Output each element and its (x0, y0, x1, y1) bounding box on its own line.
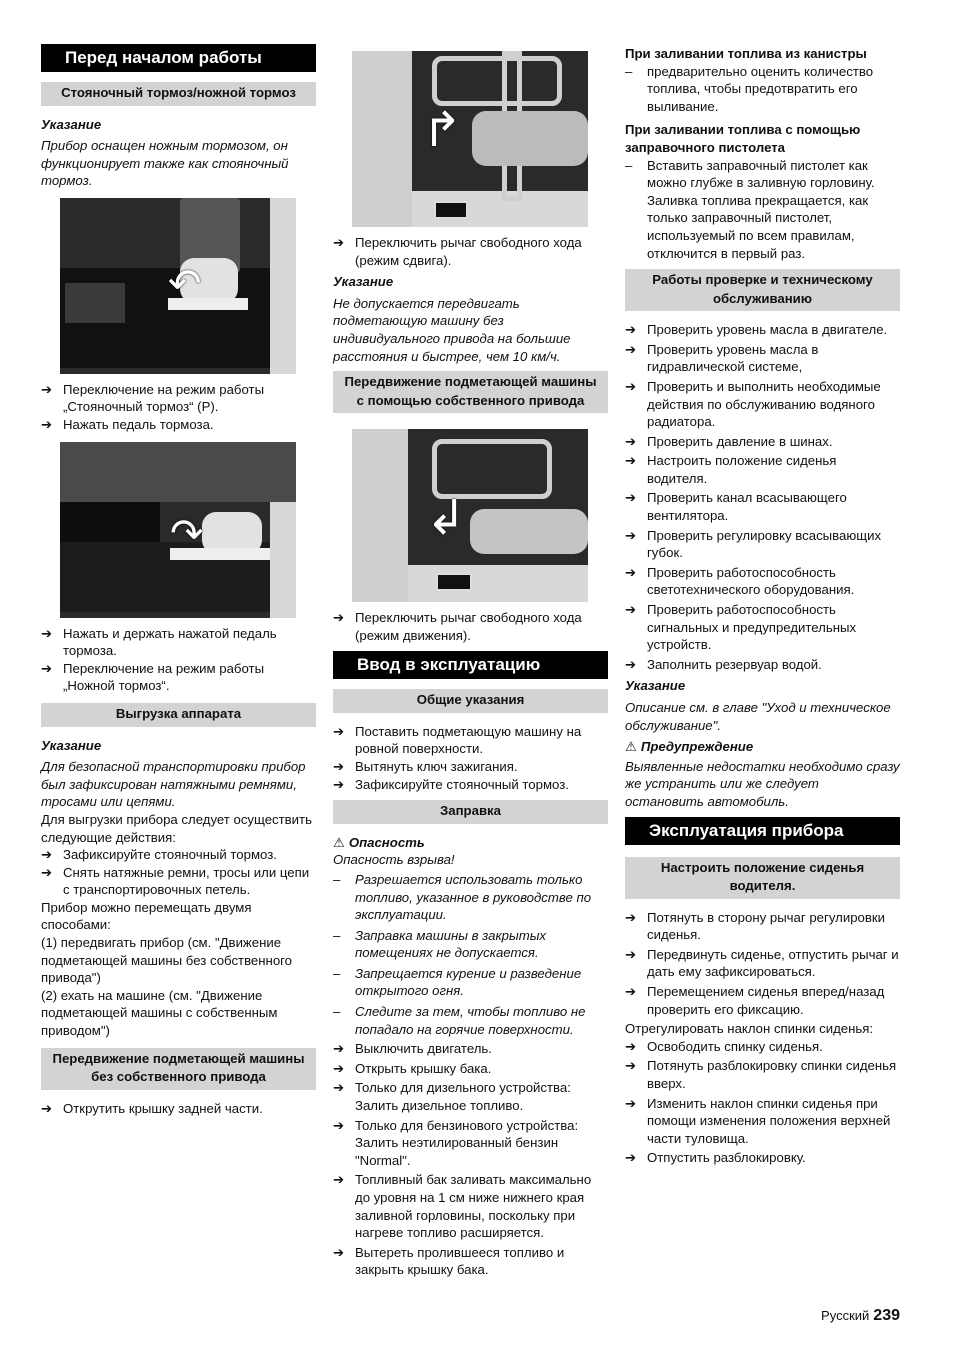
list-item: ➔ Переключение на режим работы „Ножной тормоз“. (41, 660, 265, 694)
list-item: – Разрешается использовать только топливо, указанное в руководстве по эксплуатации. (333, 871, 592, 923)
list-item: ➔ Только для бензинового устройства: Залить неэтилированный бензин "Normal". (333, 1117, 579, 1168)
arrow-icon: ➔ (625, 1058, 637, 1074)
column-1 (41, 44, 316, 1117)
arrow-icon: ➔ (625, 946, 637, 962)
check-steps (625, 321, 900, 673)
arrow-icon: ➔ (625, 909, 637, 925)
lever-steps-1 (333, 234, 608, 269)
list-item: ➔ Проверить уровень масла в гидравлической системе, (625, 341, 819, 375)
arrow-icon: ➔ (41, 660, 53, 676)
page-footer (821, 1307, 900, 1325)
arrow-icon: ➔ (625, 490, 637, 506)
photo-freewheel-lever-1 (352, 51, 588, 227)
list-item: ➔ Потянуть разблокировку спинки сиденья вверх. (625, 1058, 897, 1091)
arrow-icon: ➔ (333, 1172, 345, 1188)
list-item: – Следите за тем, чтобы топливо не попадало на горячие поверхности. (333, 1004, 586, 1037)
list-item: ➔ Отпустить разблокировку. (625, 1150, 806, 1166)
list-item: – предварительно оценить количество топлива, чтобы предотвратить его выливание. (625, 63, 874, 114)
list-item: ➔ Нажать и держать нажатой педаль тормоза. (41, 625, 277, 659)
danger-text: Опасность взрыва! (333, 852, 455, 868)
dash-icon: – (333, 871, 341, 887)
list-item: ➔ Проверить регулировку всасывающих губок. (625, 527, 882, 561)
list-item: ➔ Снять натяжные ремни, тросы или цепи с транспортировочных петель. (41, 864, 310, 898)
list-item: ➔ Поставить подметающую машину на ровной поверхности. (333, 723, 582, 757)
subheading-move-without-drive: Передвижение подметающей машины без собственного привода (41, 1048, 316, 1090)
dash-icon: – (333, 1004, 341, 1020)
list-item: ➔ Проверить уровень масла в двигателе. (625, 322, 888, 338)
list-item: ➔ Проверить работоспособность сигнальных и предупредительных устройств. (625, 602, 857, 653)
list-item: ➔ Зафиксируйте стояночный тормоз. (333, 776, 569, 792)
dash-icon: – (333, 927, 341, 943)
list-item: ➔ Открутить крышку задней части. (41, 1100, 263, 1116)
canister-items (625, 63, 900, 116)
list-item: ➔ Выключить двигатель. (333, 1041, 492, 1057)
arrow-icon: ➔ (625, 322, 637, 338)
arrow-icon: ➔ (333, 1041, 345, 1057)
note-label: Указание (41, 116, 102, 132)
unload-intro: Для выгрузки прибора следует осуществить следующие действия: (41, 811, 312, 845)
arrow-icon: ➔ (41, 864, 53, 880)
arrow-icon: ➔ (625, 1150, 637, 1166)
list-item: ➔ Проверить и выполнить необходимые действия по обслуживанию водяного радиатора. (625, 378, 881, 430)
list-item: ➔ Проверить давление в шинах. (625, 433, 833, 449)
arrow-icon: ➔ (41, 417, 53, 433)
label-sticker (436, 573, 472, 591)
arrow-icon: ➔ (625, 1095, 637, 1111)
warning-label: Предупреждение (640, 739, 754, 755)
canister-title: При заливании топлива из канистры (625, 46, 867, 61)
note-text-move: Не допускается передвигать подметающую машину без индивидуального привода на большие расстояния и быстрее, чем 10 км/ч. (333, 295, 571, 364)
page-number: 239 (873, 1307, 900, 1324)
arrow-icon: ➔ (333, 759, 345, 775)
arrow-icon: ➔ (625, 1038, 637, 1054)
list-item: ➔ Переключить рычаг свободного хода (режим движения). (333, 610, 582, 643)
arrow-icon: ➔ (625, 433, 637, 449)
subheading-refuel: Заправка (333, 800, 608, 824)
danger-label: Опасность (348, 834, 425, 850)
arrow-icon: ➔ (625, 602, 637, 618)
photo-freewheel-lever-2 (352, 429, 588, 602)
note-text-check: Описание см. в главе "Уход и техническое обслуживание". (625, 700, 891, 733)
label-sticker (434, 201, 468, 219)
subheading-parking-brake: Стояночный тормоз/ножной тормоз (41, 82, 316, 106)
nodrive-steps (41, 1100, 316, 1118)
warning-icon: ⚠ (625, 739, 637, 755)
list-item: ➔ Топливный бак заливать максимально до уровня на 1 см ниже нижнего края заливной горловины, поскольку при нагреве топливо расширяется. (333, 1172, 592, 1241)
arrow-icon: ➔ (625, 341, 637, 357)
list-item: ➔ Вытянуть ключ зажигания. (333, 759, 518, 775)
list-item: ➔ Открыть крышку бака. (333, 1060, 492, 1076)
arrow-icon: ➔ (625, 378, 637, 394)
arrow-icon: ➔ (625, 453, 637, 469)
column-2 (333, 44, 608, 1279)
note-text-unload: Для безопасной транспортировки прибор был зафиксирован натяжными ремнями, тросами или цепями. (41, 759, 306, 810)
lever-arrow-icon: ↱ (422, 104, 463, 157)
dash-icon: – (333, 965, 341, 981)
back-steps (625, 1038, 900, 1167)
list-item: ➔ Проверить канал всасывающего вентилятора. (625, 490, 847, 524)
seat-steps (625, 909, 900, 1019)
subheading-move-with-drive: Передвижение подметающей машины с помощью собственного привода (333, 371, 608, 413)
fuel-gun-items (625, 157, 900, 263)
list-item: ➔ Потянуть в сторону рычаг регулировки сиденья. (625, 909, 885, 943)
list-item: ➔ Изменить наклон спинки сиденья при помощи изменения положения верхней части туловища. (625, 1095, 891, 1146)
arrow-icon: ➔ (333, 1080, 345, 1096)
danger-items (333, 871, 608, 1038)
list-item: – Запрещается курение и разведение открытого огня. (333, 965, 582, 999)
list-item: ➔ Переключить рычаг свободного хода (режим сдвига). (333, 235, 582, 268)
brake-steps-2 (41, 625, 316, 695)
section-heading-operation: Эксплуатация прибора (625, 817, 900, 845)
note-text-brake: Прибор оснащен ножным тормозом, он функционирует также как стояночный тормоз. (41, 138, 289, 189)
list-item: ➔ Проверить работоспособность светотехнического оборудования. (625, 564, 855, 598)
footer-language: Русский (821, 1308, 870, 1323)
section-heading-commissioning: Ввод в эксплуатацию (333, 651, 608, 679)
list-item: ➔ Передвинуть сиденье, отпустить рычаг и дать ему зафиксироваться. (625, 946, 899, 980)
turn-arrow-icon: ↷ (170, 511, 204, 556)
dash-icon: – (625, 63, 633, 79)
list-item: ➔ Нажать педаль тормоза. (41, 417, 214, 433)
arrow-icon: ➔ (333, 1060, 345, 1076)
arrow-icon: ➔ (333, 1244, 345, 1260)
unload-text: Прибор можно перемещать двумя способами: (41, 899, 252, 933)
list-item: ➔ Только для дизельного устройства: Залить дизельное топливо. (333, 1080, 571, 1114)
list-item: – Заправка машины в закрытых помещениях не допускается. (333, 927, 547, 961)
list-item: ➔ Переключение на режим работы „Стояночный тормоз“ (Р). (41, 381, 265, 415)
arrow-icon: ➔ (41, 625, 53, 641)
section-heading-start: Перед началом работы (41, 44, 316, 72)
unload-text: (2) ехать на машине (см. "Движение подметающей машины с собственным приводом") (41, 987, 278, 1039)
subheading-unload: Выгрузка аппарата (41, 703, 316, 727)
list-item: ➔ Вытереть пролившееся топливо и закрыть крышку бака. (333, 1244, 565, 1278)
lever-steps-2 (333, 609, 608, 644)
refuel-steps (333, 1040, 608, 1279)
unload-text: (1) передвигать прибор (см. "Движение подметающей машины без собственного привода") (41, 935, 293, 986)
unload-steps (41, 846, 316, 899)
seat-intro: Отрегулировать наклон спинки сиденья: (625, 1021, 874, 1037)
arrow-icon: ➔ (333, 723, 345, 739)
warning-text: Выявленные недостатки необходимо сразу же устранить или же следует остановить автомобиль. (625, 758, 900, 809)
column-3 (625, 44, 900, 1167)
subheading-general: Общие указания (333, 689, 608, 713)
photo-brake-pedal-2 (60, 442, 296, 618)
list-item: ➔ Заполнить резервуар водой. (625, 656, 822, 672)
arrow-icon: ➔ (41, 1100, 53, 1116)
photo-brake-pedal-1 (60, 198, 296, 374)
warning-label-row (625, 738, 900, 756)
subheading-maintenance-check: Работы проверке и техническому обслуживанию (625, 269, 900, 311)
arrow-icon: ➔ (625, 564, 637, 580)
arrow-icon: ➔ (333, 1117, 345, 1133)
note-label: Указание (333, 274, 394, 290)
arrow-icon: ➔ (333, 235, 345, 250)
arrow-icon: ➔ (625, 983, 637, 999)
list-item: ➔ Перемещением сиденья вперед/назад проверить его фиксацию. (625, 983, 885, 1017)
list-item: ➔ Зафиксируйте стояночный тормоз. (41, 847, 277, 863)
list-item: ➔ Освободить спинку сиденья. (625, 1038, 823, 1054)
arrow-icon: ➔ (41, 381, 53, 397)
subheading-seat: Настроить положение сиденья водителя. (625, 857, 900, 899)
arrow-icon: ➔ (625, 656, 637, 672)
arrow-icon: ➔ (333, 776, 345, 792)
lever-arrow-icon: ↲ (426, 492, 467, 546)
general-steps (333, 723, 608, 793)
warning-icon: ⚠ (333, 834, 345, 850)
arrow-icon: ➔ (41, 847, 53, 863)
note-label: Указание (41, 737, 102, 753)
brake-steps-1 (41, 381, 316, 434)
note-label: Указание (625, 678, 686, 694)
arrow-icon: ➔ (333, 610, 345, 626)
turn-arrow-icon: ↶ (168, 261, 202, 306)
dash-icon: – (625, 157, 633, 173)
danger-label-row (333, 834, 608, 852)
arrow-icon: ➔ (625, 527, 637, 543)
fuel-gun-title: При заливании топлива с помощью заправочного пистолета (625, 122, 861, 155)
list-item: – Вставить заправочный пистолет как можно глубже в заливную горловину. Заливка топлива прекращается, как только заправочный пистолет, используемый по всем правилам, отключится в первый раз. (625, 157, 875, 261)
list-item: ➔ Настроить положение сиденья водителя. (625, 453, 837, 486)
